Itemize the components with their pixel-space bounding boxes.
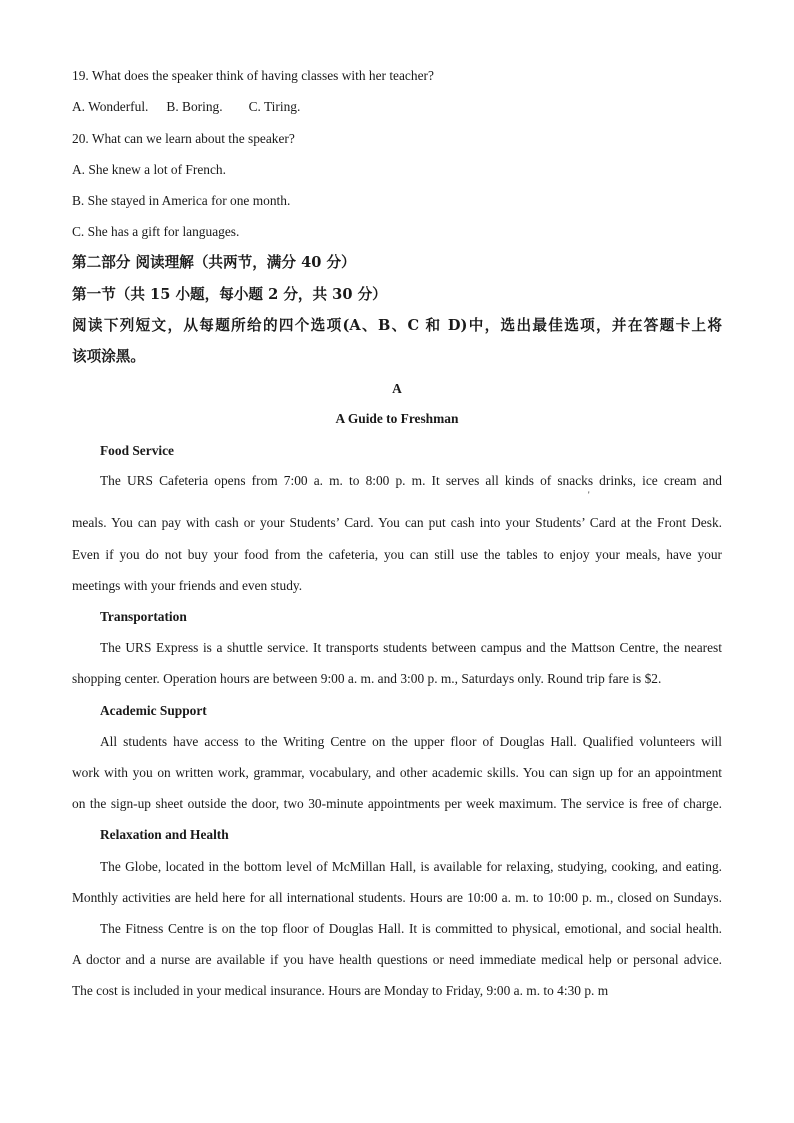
question-19: 19. What does the speaker think of having classes with her teacher? [72,68,434,83]
relax-line-2: Monthly activities are held here for all international students. Hours are 10:00 a. m. to 10:00 p. m., closed on Sundays. [72,890,722,905]
question-20: 20. What can we learn about the speaker? [72,131,295,146]
q20-option-b: B. She stayed in America for one month. [72,193,291,208]
q20-option-a: A. She knew a lot of French. [72,162,226,177]
section1-title: 第一节（共 15 小题，每小题 2 分，共 30 分） [72,286,387,303]
fitness-line-1: The Fitness Centre is on the top floor of Douglas Hall. It is committed to physical, emotional, and social health. [100,921,722,936]
q19-option-b: B. Boring. [166,99,223,114]
food-line-2: meals. You can pay with cash or your Students’ Card. You can put cash into your Students’ Card at the Front Desk. [72,515,722,530]
transport-heading: Transportation [100,609,187,624]
stray-comma-mark: ' [588,490,590,500]
transport-line-2: shopping center. Operation hours are between 9:00 a. m. and 3:00 p. m., Saturdays only. Round trip fare is $2. [72,671,662,686]
part2-title: 第二部分 阅读理解（共两节，满分 40 分） [72,254,356,271]
transport-line-1: The URS Express is a shuttle service. It transports students between campus and the Mattson Centre, the nearest [100,640,722,655]
passage-label: A [392,381,402,396]
q20-option-c: C. She has a gift for languages. [72,224,240,239]
q19-option-c: C. Tiring. [248,99,301,114]
academic-line-3: on the sign-up sheet outside the door, two 30-minute appointments per week maximum. The service is free of charge. [72,796,722,811]
fitness-line-2: A doctor and a nurse are available if you have health questions or need immediate medical help or personal advice. [72,952,722,967]
food-line-1: The URS Cafeteria opens from 7:00 a. m. to 8:00 p. m. It serves all kinds of snacks drinks, ice cream and [100,473,722,488]
question-19-options [72,97,722,117]
food-line-3: Even if you do not buy your food from the cafeteria, you can still use the tables to enjoy your meals, have your [72,547,722,562]
passage-title: A Guide to Freshman [335,411,459,426]
relax-heading: Relaxation and Health [100,827,229,842]
academic-line-2: work with you on written work, grammar, vocabulary, and other academic skills. You can sign up for an appointment [72,765,722,780]
instruction-line-1: 阅读下列短文，从每题所给的四个选项(A、B、C 和 D)中，选出最佳选项，并在答题卡上将 [72,317,722,334]
food-line-4: meetings with your friends and even study. [72,578,303,593]
instruction-line-2: 该项涂黑。 [72,348,145,365]
academic-heading: Academic Support [100,703,207,718]
relax-line-1: The Globe, located in the bottom level of McMillan Hall, is available for relaxing, studying, cooking, and eating. [100,859,722,874]
fitness-line-3: The cost is included in your medical insurance. Hours are Monday to Friday, 9:00 a. m. to 4:30 p. m [72,983,609,998]
food-heading: Food Service [100,443,175,458]
academic-line-1: All students have access to the Writing Centre on the upper floor of Douglas Hall. Qualified volunteers will [100,734,722,749]
q19-option-a: A. Wonderful. [72,99,149,114]
